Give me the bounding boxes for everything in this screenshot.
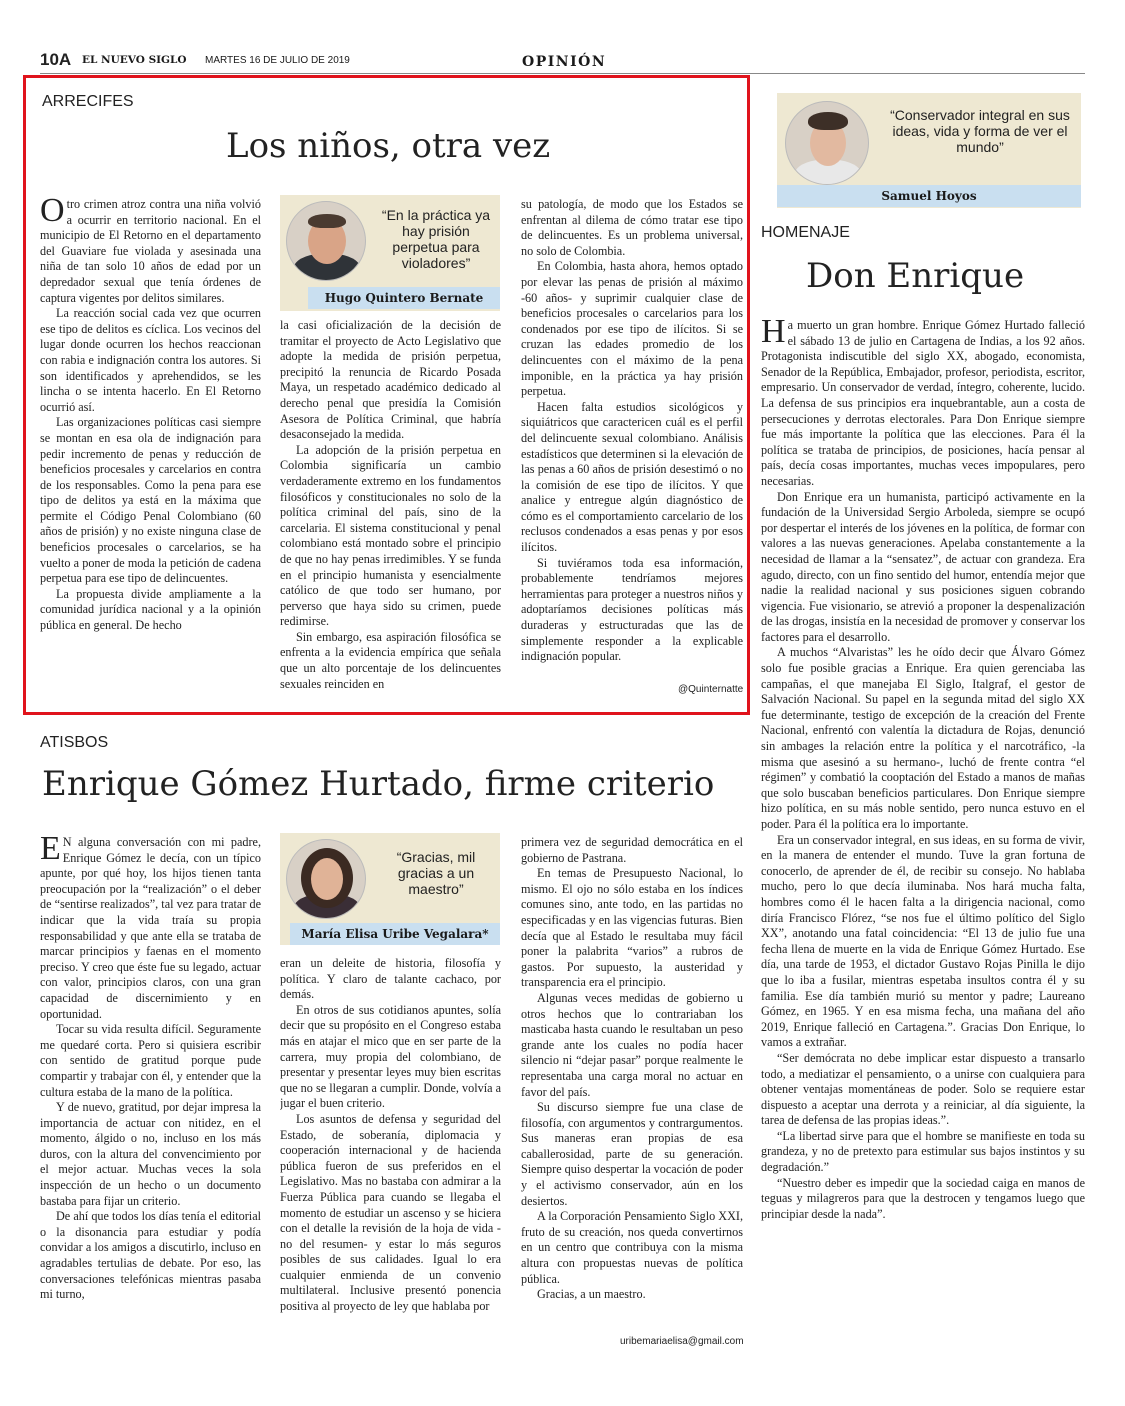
article1-title: Los niños, otra vez (226, 126, 551, 166)
drop-cap: O (40, 197, 65, 229)
author-handle: @Quinternatte (678, 684, 744, 695)
article3-section-label: HOMENAJE (761, 224, 850, 241)
header-rule (40, 73, 1085, 74)
article2-quote-box (280, 833, 500, 945)
article1-column-2: la casi oficialización de la decisión de tramitar el proyecto de Acto Legislativo que adopte la medida de prisión perpetua, precipitó la renuncia de Ricardo Posada Maya, un respetado académico dedicado al derecho penal que presidía la Comisión Asesora de Política Criminal, que habría desaconsejado la medida. La adopción de la prisión perpetua en Colombia significaría un cambio verdaderamente extremo en los fundamentos filosóficos y constitucionales no solo de la política criminal del país, sino de la carcelaria. El sistema constitucional y penal colombiano está montado sobre el principio de que no hay penas irredimibles. Y se funda en el principio humanista y esencialmente católico de que todo ser humano, por perverso que haya sido su crimen, puede redimirse. Sin embargo, esa aspiración filosófica se enfrenta a la evidencia empírica que señala que un alto porcentaje de los delincuentes sexuales reinciden en (280, 318, 501, 691)
author-photo (286, 201, 366, 281)
drop-cap: E (40, 835, 61, 867)
article1-section-label: ARRECIFES (42, 93, 134, 110)
article3-title: Don Enrique (806, 256, 1025, 296)
article1-column-3: su patología, de modo que los Estados se enfrentan al dilema de cómo tratar ese tipo de delincuentes. Es un problema universal, no solo de Colombia. En Colombia, hasta ahora, hemos optado por elevar las penas de prisión al máximo -60 años- y suprimir cualquier clase de beneficios procesales o carcelarios para los condenados por ese tipo de ilícitos. Si se cruzan las edades promedio de los delincuentes con el máximo de la pena imponible, en la práctica ya hay prisión perpetua. Hacen falta estudios sicológicos y siquiátricos que caractericen cuál es el perfil del delincuente sexual colombiano. Análisis estadísticos que determinen si la elevación de las penas a 60 años de prisión desestimó o no la comisión de ese tipo de ilícitos. Y que analice y entregue algún diagnóstico de cómo es el comportamiento carcelario de los reclusos condenados a esas penas y por esos ilícitos. Si tuviéramos toda esa información, probablemente tendríamos mejores herramientas para proteger a nuestros niños y adoptaríamos decisiones políticas más duraderas y estructuradas que las de simplemente responder a la explicable indignación popular. (521, 197, 743, 664)
article1-column-1: Otro crimen atroz contra una niña volvió a ocurrir en territorio nacional. En el municipio de El Retorno en el departamento del Guaviare fue violada y asesinada una niña de tan solo 10 años de edad por un depredador sexual que tenía órdenes de captura vigentes por delitos similares. La reacción social cada vez que ocurren ese tipo de delitos es cíclica. Los vecinos del lugar donde ocurren los hechos reaccionan con rabia e indignación contra los autores. Si son identificados y aprehendidos, se les lincha o se intenta hacerlo. En El Retorno ocurrió así. Las organizaciones políticas casi siempre se montan en esa ola de indignación para pedir incremento de penas y reducción de beneficios procesales y carcelarios en contra de los responsables. Como la pena para ese tipo de delitos ya está en la máxima que permite el Código Penal Colombiano (60 años de prisión) y no existe ninguna clase de beneficios procesales o carcelarios, se ha vuelto a poner de moda la petición de cadena perpetua para ese tipo de delincuentes. La propuesta divide ampliamente a la comunidad jurídica nacional y a la opinión pública en general. De hecho (40, 197, 261, 633)
article2-section-label: ATISBOS (40, 734, 109, 751)
article3-column: Ha muerto un gran hombre. Enrique Gómez Hurtado falleció el sábado 13 de julio en Cartagena de Indias, a los 92 años. Protagonista indiscutible del siglo XX, abogado, economista, Senador de la República, Embajador, profesor, periodista, escritor, empresario. Un conservador de verdad, íntegro, coherente, lucido. La defensa de sus principios era inquebrantable, aun a costa de persecuciones y derrotas electorales. Para Don Enrique siempre fue más importante la política que las elecciones. Para él la política se trataba de principios, de posiciones, hacía pensar al país, decía cosas importantes, muchas veces impopulares, pero necesarias. Don Enrique era un humanista, participó activamente en la fundación de la Universidad Sergio Arboleda, siempre se ocupó por despertar el interés de los jóvenes en la política, de formar con valores a las nuevas generaciones. Apelaba constantemente a la necesidad de llamar a la “sensatez”, de actuar con grandeza. Era agudo, directo, con un fino sentido del humor, entendía mejor que nadie la realidad nacional y sus posiciones siguen cobrando vigencia. Fue visionario, se atrevió a proponer la despenalización de las drogas, insistía en la necesidad de promover y conservar los factores para el desarrollo. A muchos “Alvaristas” les he oído decir que Álvaro Gómez solo fue posible gracias a Enrique. Era quien gerenciaba las campañas, el que manejaba El Siglo, Italgraf, el gestor de Salvación Nacional. Su papel en la segunda mitad del siglo XX fue determinante, testigo de excepción de la creación del Frente Nacional, enfrentó con valentía la dictadura de Rojas, denunció sin ambages la relación entre la política y el narcotráfico, -la misma que asesinó a su hermano-, luchó de frente contra “el régimen” y combatió la cooptación del Estado a manos de mañas que solo buscaban beneficios particulares. Don Enrique siempre hizo política, en su más noble sentido, pero nunca estuvo en el poder. Para él la política era lo importante. Era un conservador integral, en sus ideas, en su forma de vivir, en la manera de entender el mundo. Tuve la gran fortuna de conocerlo, de aprender de él, de recibir su consejo. No hablaba mucho, pero lo que decía iluminaba. Nos hará mucha falta, hombres como él le hacen falta a la dirigencia nacional, como diría Francisco Flórez, “se nos fue el último político del Siglo XX”, anotando una fatal coincidencia: “El 13 de julio fue una fecha llena de muerte en la vida de Enrique Gómez Hurtado. Ese día, una tarde de 1953, el dictador Gustavo Rojas Pinilla le dijo que lo iba a fusilar, mientras espetaba insultos contra él y su familia. Ese día también murió su mentor y padre; Laureano Gómez, en 1965. Y en esa misma fecha, una mañana del año 2019, Enrique falleció en Cartagena.”. Gracias Don Enrique, lo vamos a extrañar. “Ser demócrata no debe implicar estar dispuesto a transarlo todo, a mediatizar el pensamiento, o a unirse con cualquiera para obtener ventajas momentáneas de poder. Solo se requiere estar dispuesto a aceptar una derrota y a reiniciar, al día siguiente, la tarea de defensa de las propias ideas.”. “La libertad sirve para que el hombre se manifieste en toda su grandeza, y no de pretexto para estimular sus bajos instintos y su degradación.” “Nuestro deber es impedir que la sociedad caiga en manos de teguas y milagreros para que la destrocen y tengamos luego que principiar desde la nada”. (761, 318, 1085, 1221)
author-name: Hugo Quintero Bernate (308, 287, 500, 309)
pull-quote: “En la práctica ya hay prisión perpetua para violadores” (381, 207, 491, 271)
author-name: María Elisa Uribe Vegalara* (290, 923, 500, 945)
page-number: 10A (40, 50, 72, 69)
newspaper-name: EL NUEVO SIGLO (82, 54, 187, 66)
author-photo (785, 101, 869, 185)
pull-quote: “Conservador integral en sus ideas, vida y forma de ver el mundo” (890, 107, 1070, 155)
issue-date: MARTES 16 DE JULIO DE 2019 (205, 55, 350, 66)
author-name: Samuel Hoyos (777, 185, 1081, 207)
drop-cap: H (761, 318, 786, 350)
article2-title: Enrique Gómez Hurtado, firme criterio (42, 764, 715, 804)
article2-column-1: E N alguna conversación con mi padre, Enrique Gómez le decía, con un típico apunte, por qué hoy, los hijos tienen tanta preocupación por la “realización” o el deber de “sentirse realizados”, tal vez para tratar de indicar que la vida traía su propia responsabilidad y que ante ella se trataba de marcar principios y faenas en el momento preciso. Y creo que éste fue su legado, actuar con valor, principios claros, con una gran capacidad de discernimiento y en oportunidad. Tocar su vida resulta difícil. Seguramente me quedaré corta. Pero si quisiera escribir con sentido de gratitud porque pude compartir y trabajar con él, y entender que la cultura estaba de la mano de la política. Y de nuevo, gratitud, por dejar impresa la importancia de actuar con nitidez, en el momento, álgido o no, incluso en los más duros, con la altura del convencimiento por el mejor actuar. Muchas veces la sola inspección de un hecho o un documento bastaba para fijar un criterio. De ahí que todos los días tenía el editorial o la disonancia para estudiar y podía convidar a los amigos a discutirlo, incluso en agradables tertulias de debate. Por eso, las conversaciones telefónicas mientras pasaba mi turno, (40, 835, 261, 1302)
section-name: OPINIÓN (522, 54, 607, 70)
article1-quote-box (280, 195, 500, 311)
article3-quote-box (777, 93, 1081, 208)
author-photo (286, 839, 366, 919)
pull-quote: “Gracias, mil gracias a un maestro” (396, 849, 476, 897)
article2-column-3: primera vez de seguridad democrática en el gobierno de Pastrana. En temas de Presupuesto Nacional, lo mismo. El ojo no sólo estaba en los índices comunes sino, ante todo, en las partidas no especificadas y en las vigencias futuras. Bien decía que al Estado le resultaba muy fácil poner la palabrita “varios” a rubros de gastos. Por supuesto, la austeridad y transparencia era el principio. Algunas veces medidas de gobierno u otros hechos que lo contrariaban los masticaba hasta cuando le resultaban un peso grande ante los cuales no podía hacer silencio ni “dejar pasar” porque realmente le representaba una carga moral no actuar en favor del país. Su discurso siempre fue una clase de filosofía, con argumentos y contrargumentos. Sus maneras eran propias de esa caballerosidad, parte de su generación. Siempre quiso despertar la vocación de poder y el activismo conservador, aún en los desiertos. A la Corporación Pensamiento Siglo XXI, fruto de su creación, nos queda convertirnos en un centro que contribuya con la misma altura con propuestas nuevas de política pública. Gracias, a un maestro. (521, 835, 743, 1302)
article2-column-2: eran un deleite de historia, filosofía y política. Y claro de talante cachaco, por demás. En otros de sus cotidianos apuntes, solía decir que su propósito en el Congreso estaba más en atajar el mico que en ser parte de la carrera, muy propia del colombiano, de presentar y presentar leyes muy bien escritas que no se llegaran a cumplir. Donde, volvía a jugar el buen criterio. Los asuntos de defensa y seguridad del Estado, de soberanía, diplomacia y cooperación internacional y de hacienda pública fueron de sus preferidos en el Legislativo. Mas no bastaba con admirar a la Fuerza Pública para cuando se llegaba el momento de estudiar un ascenso y se hiciera con el detalle la revisión de la hoja de vida -no del resumen- y estar lo más seguros posibles de sus calidades. Igual lo era cualquier enmienda de un convenio multilateral. Inclusive presentó ponencia positiva al proyecto de ley que hablaba por (280, 956, 501, 1314)
author-email: uribemariaelisa@gmail.com (620, 1336, 744, 1347)
